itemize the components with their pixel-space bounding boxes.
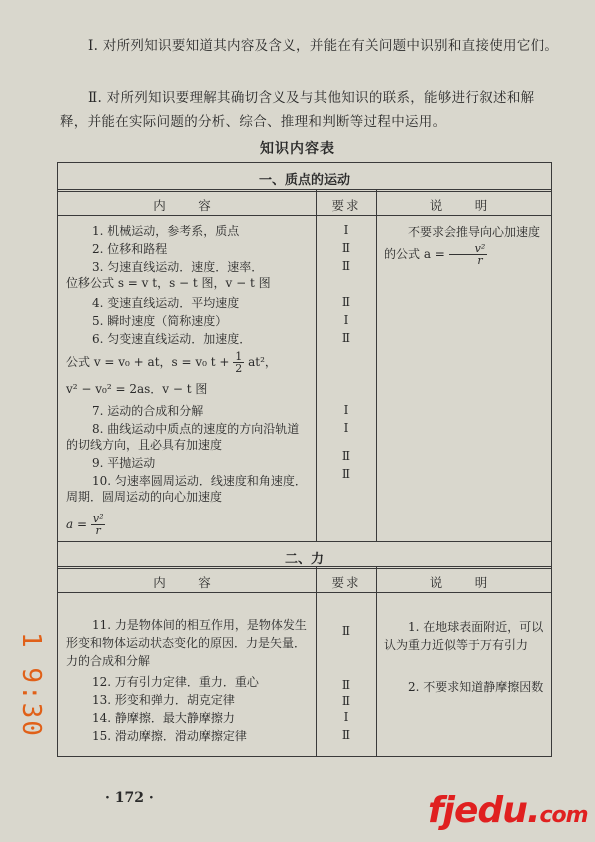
section-1-table — [57, 162, 552, 542]
formula-line: v² − v₀² = 2as．v − t 图 — [66, 382, 208, 396]
timestamp-stamp: 1 9:30 — [15, 632, 46, 738]
table-title: 知识内容表 — [260, 141, 335, 157]
requirement-level: Ⅱ — [341, 295, 351, 309]
header-note: 说 明 — [429, 198, 498, 213]
fraction: $\frac{\text{v²}}{r}$ — [92, 512, 104, 537]
requirement-level: Ⅰ — [343, 710, 349, 724]
requirement-level: Ⅱ — [341, 728, 351, 742]
list-item: 2. 位移和路程 — [92, 242, 168, 256]
requirement-level: Ⅱ — [341, 331, 351, 345]
list-item: 4. 变速直线运动．平均速度 — [92, 296, 240, 310]
list-item-continuation: 位移公式 s = v t，s − t 图，v − t 图 — [66, 276, 271, 290]
section-2-note-2: 2. 不要求知道静摩擦因数 — [408, 680, 544, 694]
fraction: $\frac{1}{2}$ — [235, 350, 243, 375]
requirement-level: Ⅱ — [341, 467, 351, 481]
list-item: 15. 滑动摩擦．滑动摩擦定律 — [92, 729, 247, 743]
list-item: 7. 运动的合成和分解 — [92, 404, 204, 418]
header-content: 内 容 — [153, 198, 221, 213]
intro-paragraph-1: Ⅰ. 对所列知识要知道其内容及含义，并能在有关问题中识别和直接使用它们。 — [88, 38, 559, 54]
intro-paragraph-2: Ⅱ. 对所列知识要理解其确切含义及与其他知识的联系，能够进行叙述和解释，并能在实际问题的分析、综合、推理和判断等过程中运用。 — [60, 90, 535, 130]
requirement-level: Ⅱ — [341, 259, 351, 273]
requirement-level: Ⅱ — [341, 624, 351, 638]
fraction: $\frac{\text{v²}}{r}$ — [449, 243, 488, 266]
section-2-table — [57, 542, 552, 757]
list-item: 10. 匀速率圆周运动．线速度和角速度．周期．圆周运动的向心加速度 — [66, 474, 307, 504]
requirement-level: Ⅰ — [343, 403, 349, 417]
requirement-level: Ⅱ — [341, 241, 351, 255]
list-item: 9. 平抛运动 — [92, 456, 156, 470]
list-item: 11. 力是物体间的相互作用，是物体发生形变和物体运动状态变化的原因．力是矢量．力的合成和分解 — [66, 618, 307, 668]
formula-line: a = $\frac{\text{v²}}{r}$ — [66, 512, 104, 537]
list-item: 12. 万有引力定律．重力．重心 — [92, 675, 259, 689]
section-1-note: 不要求会推导向心加速度的公式 a = $\frac{\text{v²}}{r}$ — [384, 225, 541, 267]
list-item: 3. 匀速直线运动．速度．速率． — [92, 260, 264, 274]
section-2-note-1: 1. 在地球表面附近，可以认为重力近似等于万有引力 — [384, 620, 544, 652]
section-2-title: 二、力 — [284, 552, 324, 567]
requirement-level: Ⅰ — [343, 421, 349, 435]
requirement-level: Ⅱ — [341, 678, 351, 692]
list-item: 13. 形变和弹力．胡克定律 — [92, 693, 235, 707]
formula-line: 公式 v = v₀ + at，s = v₀ t + $\frac{1}{2}$ at²， — [66, 350, 277, 375]
requirement-level: Ⅱ — [341, 449, 351, 463]
list-item: 5. 瞬时速度（简称速度） — [92, 314, 228, 328]
requirement-level: Ⅰ — [343, 223, 349, 237]
header-content: 内 容 — [153, 575, 221, 590]
header-requirement: 要求 — [331, 198, 361, 213]
requirement-level: Ⅰ — [343, 313, 349, 327]
header-requirement: 要求 — [331, 575, 361, 590]
requirement-level: Ⅱ — [341, 694, 351, 708]
list-item: 8. 曲线运动中质点的速度的方向沿轨道的切线方向，且必具有加速度 — [66, 422, 300, 452]
page-number: · 172 · — [105, 790, 154, 806]
list-item: 14. 静摩擦．最大静摩擦力 — [92, 711, 235, 725]
section-1-title: 一、质点的运动 — [258, 173, 350, 188]
list-item: 6. 匀变速直线运动．加速度． — [92, 332, 252, 346]
brand-logo: fjedu.com — [428, 790, 588, 831]
header-note: 说 明 — [429, 575, 498, 590]
list-item: 1. 机械运动，参考系，质点 — [92, 224, 240, 238]
